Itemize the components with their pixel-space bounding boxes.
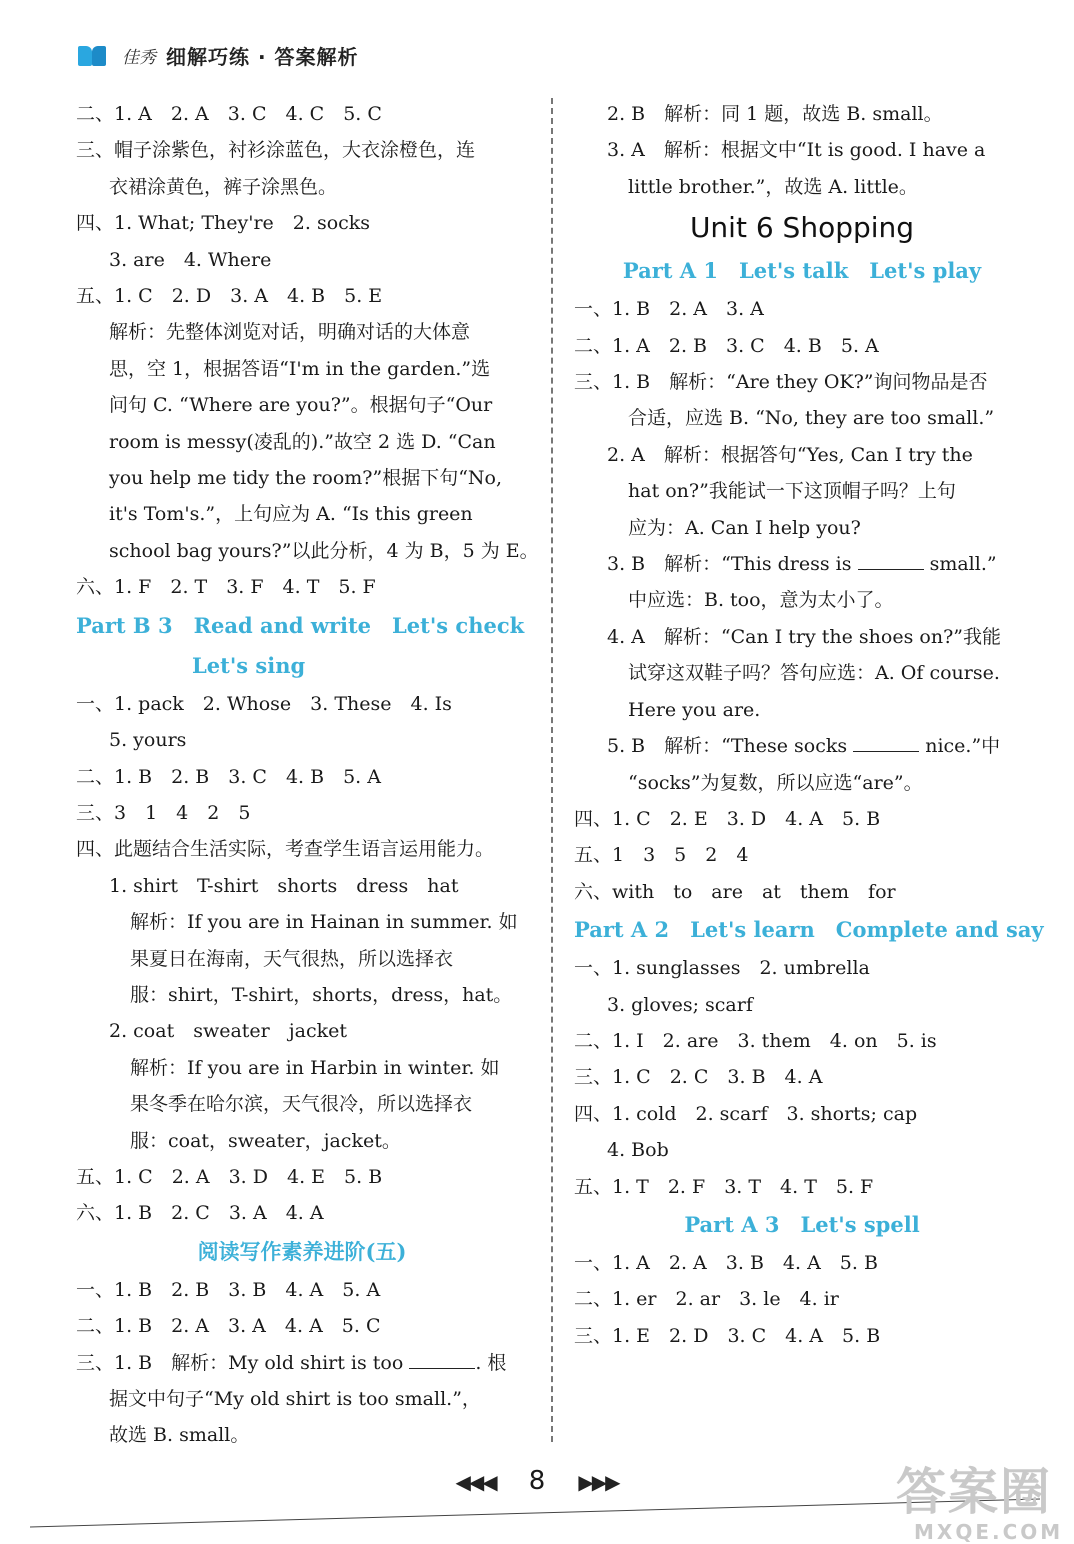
line-text: Part A 1 Let's talk Let's play <box>622 258 982 284</box>
line-text: 3. B 解析：“This dress is <box>607 553 852 576</box>
answer-line <box>574 291 1030 327</box>
answer-line <box>574 328 1030 364</box>
line-text: you help me tidy the room?”根据下句“No, <box>109 467 503 490</box>
answer-line <box>574 364 1030 400</box>
answer-line <box>574 655 1030 691</box>
answer-line <box>76 205 528 241</box>
line-text: 果冬季在哈尔滨，天气很冷，所以选择衣 <box>130 1093 473 1116</box>
answer-line <box>76 1272 528 1308</box>
answer-line <box>76 533 539 569</box>
answer-line <box>76 977 528 1013</box>
answer-line <box>76 351 528 387</box>
answer-line <box>574 546 1030 582</box>
section-heading <box>574 910 1044 950</box>
answer-line <box>76 868 528 904</box>
line-text: 阅读写作素养进阶(五) <box>197 1238 407 1264</box>
line-text: 四、1. What; They're 2. socks <box>76 212 371 235</box>
line-text: 2. coat sweater jacket <box>109 1020 348 1043</box>
answer-line <box>574 1096 1030 1132</box>
line-text: 解析：If you are in Hainan in summer. 如 <box>130 911 518 934</box>
footer-rule <box>30 1495 1040 1535</box>
section-heading <box>76 646 528 686</box>
line-text: 5. yours <box>109 729 187 752</box>
answer-line <box>574 1318 1030 1354</box>
answer-line <box>574 692 1030 728</box>
answer-line <box>574 1059 1030 1095</box>
line-text: 四、此题结合生活实际，考查学生语言运用能力。 <box>76 838 495 861</box>
answer-line <box>76 96 528 132</box>
answer-line <box>76 1086 528 1122</box>
answer-line <box>76 686 528 722</box>
line-text: 5. B 解析：“These socks <box>607 735 848 758</box>
line-text: 4. Bob <box>607 1139 669 1162</box>
line-text: 三、帽子涂紫色，衬衫涂蓝色，大衣涂橙色，连 <box>76 139 476 162</box>
answer-line <box>76 1159 528 1195</box>
column-divider <box>551 98 553 1442</box>
line-text: little brother.”，故选 A. little。 <box>628 175 918 198</box>
answer-line <box>76 1345 528 1381</box>
line-text: 二、1. er 2. ar 3. le 4. ir <box>574 1288 839 1311</box>
line-text: 一、1. B 2. A 3. A <box>574 298 764 321</box>
line-text: 2. B 解析：同 1 题，故选 B. small。 <box>607 103 943 125</box>
line-text: 服：coat，sweater，jacket。 <box>130 1129 401 1152</box>
answer-line <box>76 1417 528 1453</box>
answer-line <box>574 1281 1030 1317</box>
line-text: 四、1. C 2. E 3. D 4. A 5. B <box>574 807 881 830</box>
line-text: “socks”为复数，所以应选“are”。 <box>628 771 923 794</box>
left-column <box>76 96 539 1454</box>
section-heading <box>76 1232 528 1272</box>
page-header <box>78 38 359 72</box>
answer-line <box>76 132 528 168</box>
answer-line <box>574 510 1030 546</box>
line-text: 故选 B. small。 <box>109 1424 250 1447</box>
fill-blank <box>409 1352 475 1369</box>
answer-line <box>76 1308 528 1344</box>
answer-line <box>76 242 528 278</box>
line-text: 五、1. T 2. F 3. T 4. T 5. F <box>574 1175 874 1198</box>
line-text: 六、1. B 2. C 3. A 4. A <box>76 1202 324 1225</box>
answer-line <box>574 169 1030 205</box>
line-text: 解析：先整体浏览对话，明确对话的大体意 <box>109 321 471 344</box>
header-title: 细解巧练 · 答案解析 <box>166 44 359 69</box>
line-text: 六、with to are at them for <box>574 880 896 903</box>
line-text: 解析：If you are in Harbin in winter. 如 <box>130 1056 500 1079</box>
answer-line <box>574 1169 1030 1205</box>
line-text: 三、1. B 解析：“Are they OK?”询问物品是否 <box>574 371 988 394</box>
answer-line <box>76 1013 528 1049</box>
fill-blank <box>858 553 924 570</box>
line-text: 1. shirt T-shirt shorts dress hat <box>109 874 459 897</box>
line-text: hat on?”我能试一下这顶帽子吗？上句 <box>628 480 956 503</box>
line-text: 五、1 3 5 2 4 <box>574 844 749 867</box>
answer-line <box>574 765 1030 801</box>
answer-line <box>76 759 528 795</box>
answer-line <box>574 132 1030 168</box>
section-heading <box>574 1205 1030 1245</box>
answer-line <box>76 1195 528 1231</box>
unit-title <box>574 205 1030 251</box>
line-text-after: nice.”中 <box>919 735 1001 758</box>
line-text: 衣裙涂黄色，裤子涂黑色。 <box>109 175 338 198</box>
answer-line <box>574 874 1030 910</box>
answer-line <box>574 728 1030 764</box>
answer-line <box>574 1132 1030 1168</box>
next-arrows-icon: ▶▶▶ <box>578 1470 619 1494</box>
answer-line <box>76 904 528 940</box>
answer-line <box>76 387 528 423</box>
line-text: 3. gloves; scarf <box>607 993 753 1016</box>
answer-line <box>574 437 1030 473</box>
line-text: 六、1. F 2. T 3. F 4. T 5. F <box>76 576 376 599</box>
line-text: it's Tom's.”，上句应为 A. “Is this green <box>109 503 473 526</box>
watermark-url: MXQE.COM <box>914 1520 1064 1544</box>
line-text: 二、1. B 2. B 3. C 4. B 5. A <box>76 765 381 788</box>
line-text: Part A 2 Let's learn Complete and say <box>574 917 1044 943</box>
line-text: 服：shirt，T-shirt，shorts，dress，hat。 <box>130 983 513 1006</box>
line-text: 3. A 解析：根据文中“It is good. I have a <box>607 139 986 162</box>
answer-line <box>76 460 528 496</box>
fill-blank <box>853 735 919 752</box>
answer-line <box>574 582 1030 618</box>
line-text: Let's sing <box>192 652 306 678</box>
line-text: 思，空 1，根据答语“I'm in the garden.”选 <box>109 357 491 380</box>
line-text-after: . 根 <box>475 1351 507 1374</box>
line-text: 二、1. B 2. A 3. A 4. A 5. C <box>76 1315 381 1338</box>
line-text: Here you are. <box>628 698 761 721</box>
answer-line <box>76 795 528 831</box>
line-text: 中应选：B. too，意为太小了。 <box>628 589 894 612</box>
prev-arrows-icon: ◀◀◀ <box>455 1470 496 1494</box>
answer-line <box>76 278 528 314</box>
line-text: 据文中句子“My old shirt is too small.”， <box>109 1388 481 1410</box>
answer-line <box>574 96 1030 132</box>
answer-line <box>574 801 1030 837</box>
line-text: 三、3 1 4 2 5 <box>76 801 251 824</box>
line-text: 三、1. B 解析：My old shirt is too <box>76 1351 404 1374</box>
line-text: school bag yours?”以此分析，4 为 B，5 为 E。 <box>109 539 539 562</box>
line-text: 二、1. A 2. B 3. C 4. B 5. A <box>574 334 879 357</box>
answer-line <box>76 1381 528 1417</box>
answer-line <box>76 1123 528 1159</box>
line-text: 3. are 4. Where <box>109 248 272 271</box>
line-text: Part A 3 Let's spell <box>684 1211 920 1237</box>
line-text: 五、1. C 2. A 3. D 4. E 5. B <box>76 1165 383 1188</box>
line-text: 试穿这双鞋子吗？答句应选：A. Of course. <box>628 662 1000 685</box>
answer-line <box>76 722 528 758</box>
answer-line <box>76 569 528 605</box>
answer-line <box>574 1245 1030 1281</box>
answer-line <box>574 400 1030 436</box>
line-text: 问句 C. “Where are you?”。根据句子“Our <box>109 394 493 417</box>
line-text: Unit 6 Shopping <box>689 211 915 245</box>
watermark <box>896 1452 1063 1544</box>
answer-line <box>574 619 1030 655</box>
page-number: 8 <box>528 1466 546 1496</box>
line-text: 一、1. pack 2. Whose 3. These 4. Is <box>76 692 452 715</box>
answer-line <box>574 950 1030 986</box>
line-text: 四、1. cold 2. scarf 3. shorts; cap <box>574 1102 918 1125</box>
line-text: 三、1. C 2. C 3. B 4. A <box>574 1066 823 1089</box>
line-text: 果夏日在海南，天气很热，所以选择衣 <box>130 947 454 970</box>
line-text: 五、1. C 2. D 3. A 4. B 5. E <box>76 285 383 308</box>
answer-line <box>76 496 528 532</box>
line-text: 二、1. A 2. A 3. C 4. C 5. C <box>76 103 382 125</box>
line-text: 一、1. B 2. B 3. B 4. A 5. A <box>76 1278 381 1301</box>
brand-logo-icon <box>78 42 112 68</box>
line-text: Part B 3 Read and write Let's check <box>76 612 525 638</box>
brand-name: 佳秀 <box>122 47 156 68</box>
answer-line <box>574 1023 1030 1059</box>
section-heading <box>76 606 528 646</box>
answer-line <box>574 987 1030 1023</box>
answer-line <box>76 314 528 350</box>
watermark-text: 答案圈 <box>896 1463 1052 1521</box>
line-text: 2. A 解析：根据答句“Yes, Can I try the <box>607 443 973 466</box>
line-text: 合适，应选 B. “No, they are too small.” <box>628 407 995 430</box>
answer-line <box>76 831 528 867</box>
answer-line <box>76 1050 528 1086</box>
section-heading <box>574 251 1030 291</box>
line-text: 二、1. I 2. are 3. them 4. on 5. is <box>574 1029 937 1052</box>
line-text: room is messy(凌乱的).”故空 2 选 D. “Can <box>109 430 496 453</box>
answer-line <box>76 169 528 205</box>
answer-line <box>76 941 528 977</box>
line-text: 一、1. sunglasses 2. umbrella <box>574 957 870 980</box>
line-text: 4. A 解析：“Can I try the shoes on?”我能 <box>607 625 1001 648</box>
line-text: 应为：A. Can I help you? <box>628 516 861 539</box>
answer-line <box>574 837 1030 873</box>
answer-line <box>76 424 528 460</box>
line-text: 一、1. A 2. A 3. B 4. A 5. B <box>574 1251 878 1274</box>
line-text: 三、1. E 2. D 3. C 4. A 5. B <box>574 1324 881 1347</box>
line-text-after: small.” <box>923 553 997 576</box>
answer-line <box>574 473 1030 509</box>
right-column <box>574 96 1044 1354</box>
